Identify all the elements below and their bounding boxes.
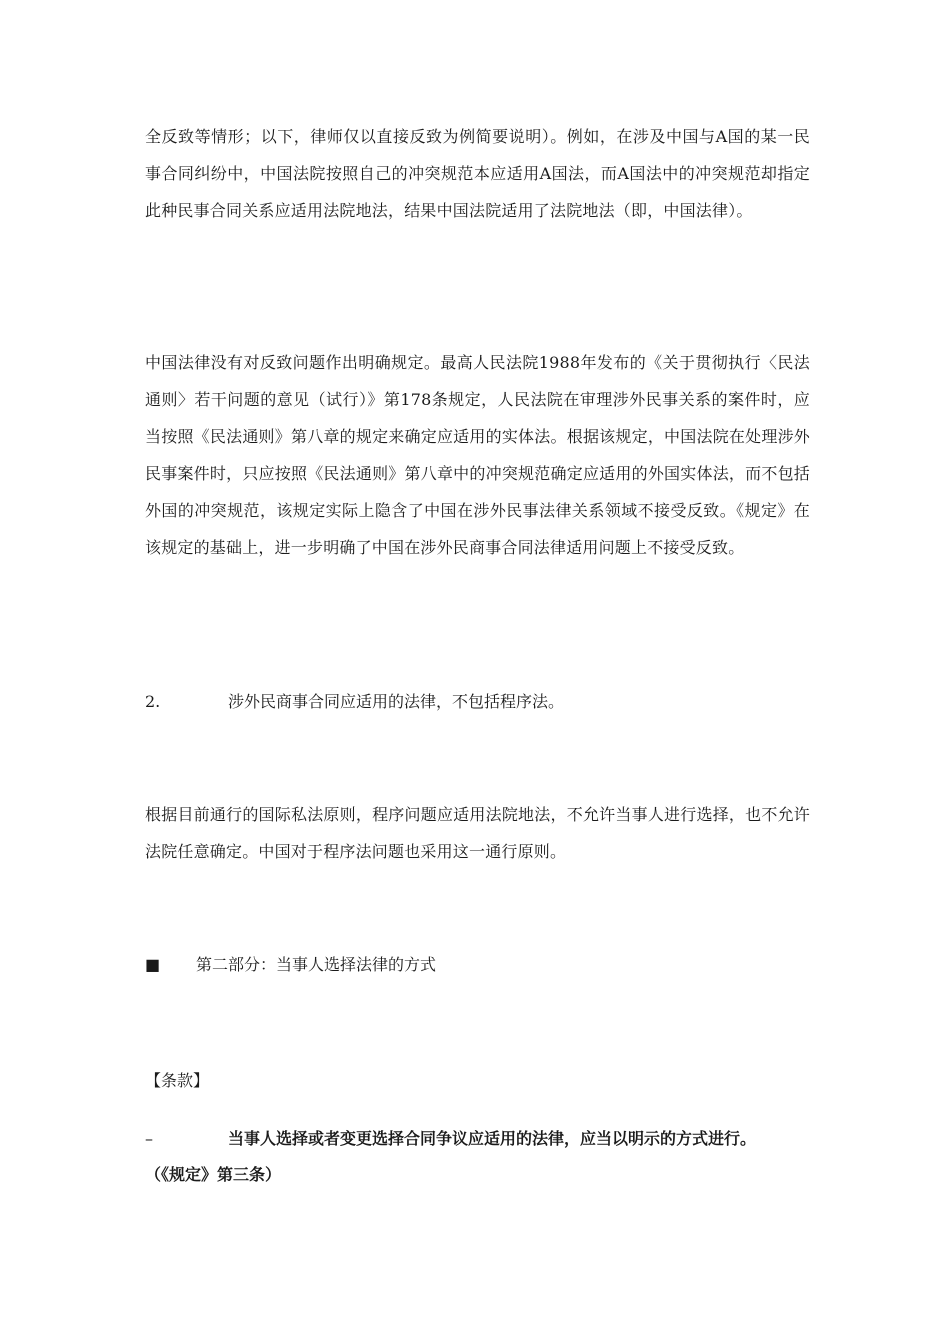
paragraph-renvoi-example: 全反致等情形；以下，律师仅以直接反致为例简要说明）。例如，在涉及中国与A国的某一民事合同纠纷中，中国法院按照自己的冲突规范本应适用A国法，而A国法中的冲突规范却指定此种民事合同关系应适用法院地法，结果中国法院适用了法院地法（即，中国法律）。 xyxy=(145,127,810,220)
clause-text: 当事人选择或者变更选择合同争议应适用的法律，应当以明示的方式进行。 xyxy=(228,1129,757,1148)
dash-bullet-icon: – xyxy=(145,1129,153,1148)
section-title: 第二部分：当事人选择法律的方式 xyxy=(196,955,437,974)
paragraph-china-law-renvoi: 中国法律没有对反致问题作出明确规定。最高人民法院1988年发布的《关于贯彻执行〈民法通则〉若干问题的意见（试行）》第178条规定，人民法院在审理涉外民事关系的案件时，应当按照《民法通则》第八章的规定来确定应适用的实体法。根据该规定，中国法院在处理涉外民事案件时，只应按照《民法通则》第八章中的冲突规范确定应适用的外国实体法，而不包括外国的冲突规范，该规定实际上隐含了中国在涉外民事法律关系领域不接受反致。《规定》在该规定的基础上，进一步明确了中国在涉外民商事合同法律适用问题上不接受反致。 xyxy=(145,353,810,557)
paragraph-procedural-law: 根据目前通行的国际私法原则，程序问题应适用法院地法，不允许当事人进行选择，也不允许法院任意确定。中国对于程序法问题也采用这一通行原则。 xyxy=(145,805,810,861)
list-number: 2. xyxy=(145,692,161,711)
clause-citation-text: （《规定》第三条） xyxy=(145,1165,282,1184)
list-item-text: 涉外民商事合同应适用的法律，不包括程序法。 xyxy=(228,692,565,711)
clause-heading-text: 【条款】 xyxy=(145,1071,210,1090)
square-bullet-icon: ■ xyxy=(145,955,161,974)
